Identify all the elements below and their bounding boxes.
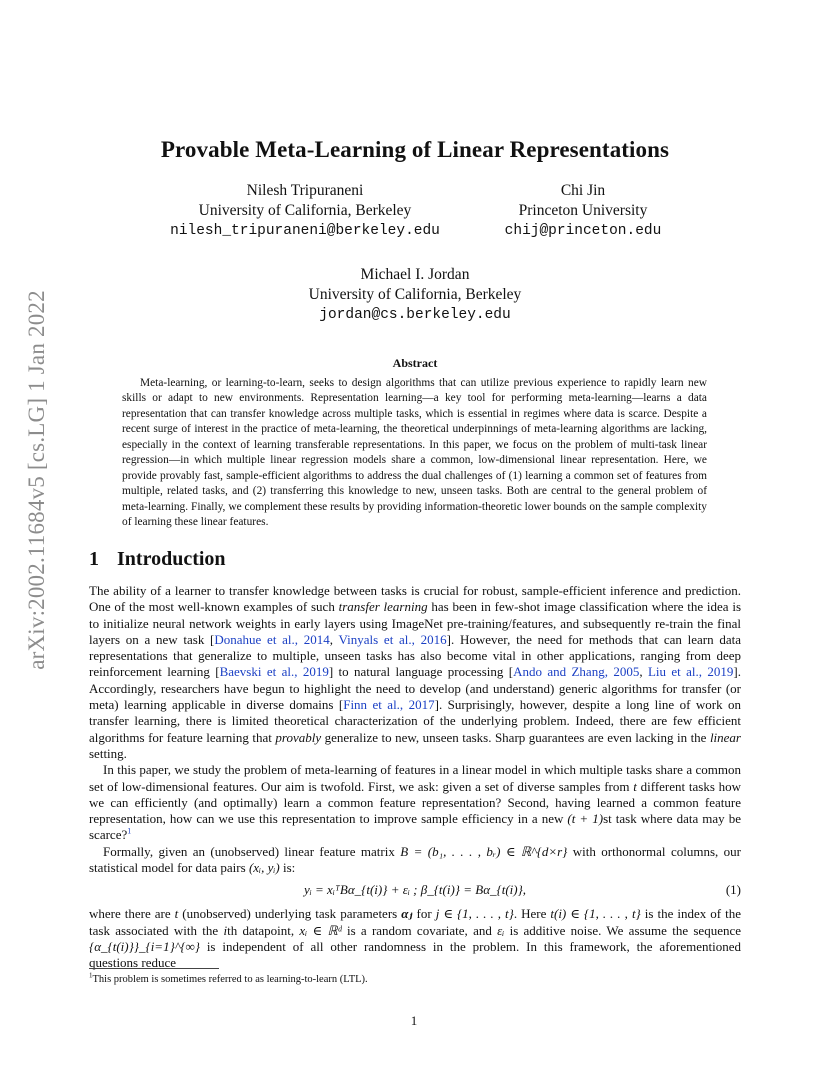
abstract-heading: Abstract — [392, 356, 438, 370]
author-name: Michael I. Jordan — [360, 266, 470, 283]
author-block-1 — [150, 181, 460, 241]
paragraph-aims: In this paper, we study the problem of meta-learning of features in a linear model in which multiple tasks share a common set of low-dimensional features. Our aim is twofold. First, we ask: given a set of diverse samples from t different tasks how we can efficiently (and optimally) learn a common feature representation? Second, having learned a common feature representation, how can we use this representation to improve sample efficiency in a new (t + 1)st task where data may be scarce?$^1$ — [89, 762, 742, 843]
footnote-divider — [89, 968, 219, 969]
author-affiliation: University of California, Berkeley — [308, 286, 522, 303]
equation-1 — [89, 876, 741, 906]
paragraph-formal-model: Formally, given an (unobserved) linear feature matrix B = (b₁, . . . , bᵣ) ∈ ℝ^{d×r} with orthonormal columns, our statistical model for data pairs (xᵢ, yᵢ) is: — [89, 843, 741, 876]
abstract-text: Meta-learning, or learning-to-learn, seeks to design algorithms that can utilize previous experience to rapidly learn new skills or adapt to new environments. Representation learning—a key tool for performing meta-learning—learns a data representation that can transfer knowledge across multiple tasks, which is essential in regimes where data is scarce. Despite a recent surge of interest in the practice of meta-learning, the theoretical underpinnings of meta-learning algorithms are lacking, especially in the context of learning transferable representations. In this paper, we focus on the problem of multi-task linear regression—in which multiple linear regression models share a common, low-dimensional linear representation. Here, we provide provably fast, sample-efficient algorithms to address the dual challenges of (1) learning a common set of features from multiple, related tasks, and (2) transferring this knowledge to new, unseen tasks. Both are central to the general problem of meta-learning. Finally, we complement these results by providing information-theoretic lower bounds on the sample complexity of learning these linear features. — [122, 377, 707, 529]
citation-link[interactable]: Vinyals et al., 2016 — [338, 631, 447, 647]
paragraph-intro: The ability of a learner to transfer knowledge between tasks is crucial for robust, sample-efficient inference and prediction. One of the most well-known examples of such transfer learning has been in few-shot image classification where the idea is to initialize neural network weights in early layers using ImageNet pre-training/features, and subsequently re-train the final layers on a new task [Donahue et al., 2014, Vinyals et al., 2016]. However, the need for methods that can learn data representations that generalize to multiple, unseen tasks has also become vital in other applications, ranging from deep reinforcement learning [Baevski et al., 2019] to natural language processing [Ando and Zhang, 2005, Liu et al., 2019]. Accordingly, researchers have begun to highlight the need to develop (and understand) generic algorithms for transfer (or meta) learning applicable in diverse domains [Finn et al., 2017]. Surprisingly, however, despite a long line of work on transfer learning, there is limited theoretical characterization of the underlying problem. Indeed, there are few efficient algorithms for feature learning that provably generalize to new, unseen tasks. Sharp guarantees are even lacking in the linear setting. — [89, 583, 742, 761]
citation-link[interactable]: Liu et al., 2019 — [647, 664, 734, 680]
author-affiliation: Princeton University — [518, 202, 648, 219]
author-name: Chi Jin — [560, 182, 606, 199]
author-email: jordan@cs.berkeley.edu — [319, 307, 511, 323]
author-affiliation: University of California, Berkeley — [198, 202, 412, 219]
footnote-marker-link[interactable]: 1 — [127, 827, 132, 837]
paragraph-model-description: where there are t (unobserved) underlying task parameters αⱼ for j ∈ {1, . . . , t}. Here t(i) ∈ {1, . . . , t} is the index of the task associated with the ith datapoint, xᵢ ∈ ℝᵈ is a random covariate, and εᵢ is additive noise. We assume the sequence {α_{t(i)}}_{i=1}^{∞} is independent of all other randomness in the problem. In this framework, the aforementioned questions reduce — [89, 906, 742, 971]
author-block-2 — [483, 181, 683, 241]
page-number: 1 — [410, 1013, 418, 1028]
author-email: nilesh_tripuraneni@berkeley.edu — [170, 223, 440, 239]
body-text — [89, 583, 741, 972]
arxiv-identifier-text: arXiv:2002.11684v5 [cs.LG] 1 Jan 2022 — [24, 290, 49, 670]
section-number: 1 — [89, 548, 99, 570]
footnote-text: This problem is sometimes referred to as learning-to-learn (LTL). — [92, 974, 368, 985]
author-name: Nilesh Tripuraneni — [246, 182, 364, 199]
paper-title: Provable Meta-Learning of Linear Representations — [160, 137, 670, 162]
citation-link[interactable]: Baevski et al., 2019 — [219, 664, 329, 680]
citation-link[interactable]: Finn et al., 2017 — [343, 697, 435, 713]
citation-link[interactable]: Donahue et al., 2014 — [214, 631, 330, 647]
author-email: chij@princeton.edu — [504, 223, 662, 239]
citation-link[interactable]: Ando and Zhang, 2005 — [513, 664, 640, 680]
author-block-3 — [265, 265, 565, 325]
equation-number: (1) — [725, 882, 741, 898]
equation-body: yᵢ = xᵢᵀBα_{t(i)} + εᵢ ; β_{t(i)} = Bα_{t(i)}, — [303, 882, 527, 898]
section-heading — [89, 548, 226, 571]
footnote — [89, 971, 368, 985]
section-title: Introduction — [117, 548, 226, 570]
footnote-mark: 1 — [89, 971, 93, 980]
arxiv-identifier-stamp — [24, 290, 49, 670]
